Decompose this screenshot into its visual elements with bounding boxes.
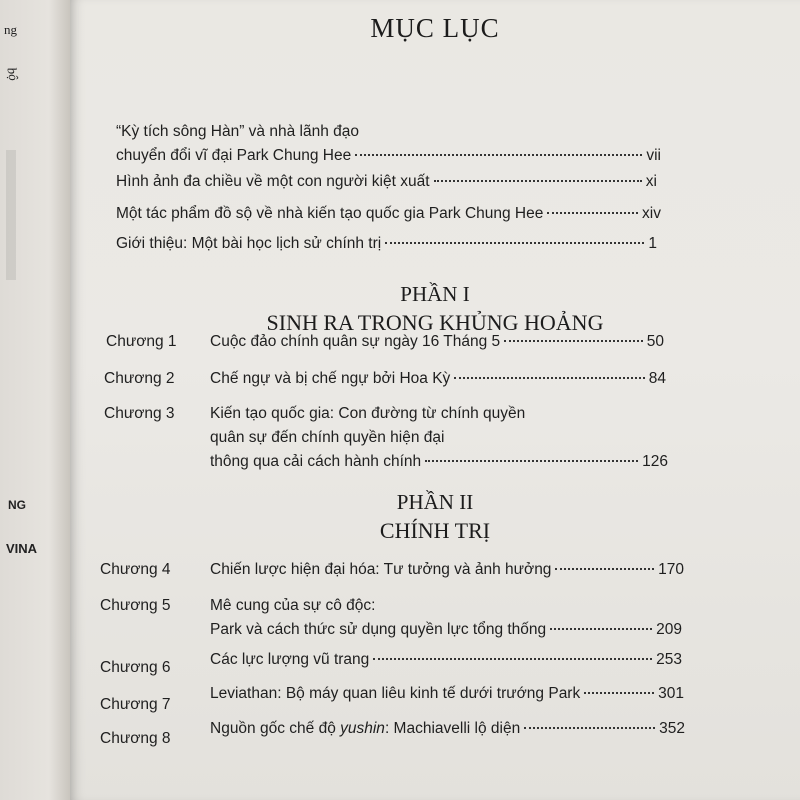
facing-page-shadow [6, 150, 36, 280]
page-number: 170 [658, 561, 684, 578]
dot-leader [555, 568, 654, 570]
chapter-entry [210, 594, 682, 642]
entry-text: Chế ngự và bị chế ngự bởi Hoa Kỳ [210, 370, 451, 387]
dot-leader [434, 180, 642, 182]
facing-page-fragment: ng [4, 22, 17, 37]
part-title: PHẦN II [396, 490, 474, 514]
part-subtitle: SINH RA TRONG KHỦNG HOẢNG [266, 310, 604, 335]
part-heading [70, 282, 800, 336]
chapter-entry [210, 367, 666, 391]
page-number: 209 [656, 621, 682, 638]
part-subtitle: CHÍNH TRỊ [379, 518, 491, 543]
front-matter-entry [116, 120, 661, 168]
chapter-label: Chương 6 [100, 659, 171, 676]
chapter-entry [210, 330, 664, 354]
facing-page [0, 0, 70, 800]
page-number: xi [645, 173, 657, 190]
entry-text: Mê cung của sự cô độc: [210, 597, 376, 614]
front-matter-entry [116, 202, 661, 226]
chapter-label: Chương 8 [100, 730, 171, 747]
entry-text: Kiến tạo quốc gia: Con đường từ chính quyền [210, 405, 526, 422]
dot-leader [454, 377, 644, 379]
page-number: 1 [648, 235, 657, 252]
entry-text [210, 717, 520, 741]
entry-text: Chiến lược hiện đại hóa: Tư tưởng và ảnh hưởng [210, 561, 552, 578]
chapter-entry [210, 402, 668, 474]
chapter-entry [210, 682, 684, 706]
entry-text-prefix: Nguồn gốc chế độ [210, 720, 341, 737]
chapter-label: Chương 5 [100, 597, 171, 614]
entry-text: Một tác phẩm đồ sộ về nhà kiến tạo quốc gia Park Chung Hee [116, 205, 544, 222]
entry-text: Leviathan: Bộ máy quan liêu kinh tế dưới trướng Park [210, 685, 581, 702]
front-matter-entry [116, 170, 657, 194]
part-title: PHẦN I [400, 282, 470, 306]
chapter-label: Chương 4 [100, 561, 171, 578]
chapter-entry [210, 558, 684, 582]
chapter-entry [210, 717, 685, 741]
chapter-entry [210, 648, 682, 672]
toc-page [70, 0, 800, 800]
entry-text-suffix: : Machiavelli lộ diện [384, 720, 521, 737]
dot-leader [524, 727, 655, 729]
facing-page-fragment: VINA [6, 541, 38, 556]
facing-page-fragment: bộ [4, 66, 22, 82]
page-number: vii [646, 147, 661, 164]
chapter-label: Chương 1 [106, 333, 177, 350]
entry-text: “Kỳ tích sông Hàn” và nhà lãnh đạo [116, 123, 359, 140]
entry-text: Park và cách thức sử dụng quyền lực tổng thống [210, 621, 547, 638]
page-title: MỤC LỤC [370, 13, 500, 43]
entry-text: Giới thiệu: Một bài học lịch sử chính trị [116, 235, 382, 252]
page-number: xiv [642, 205, 661, 222]
facing-page-fragment: NG [8, 498, 26, 512]
chapter-label: Chương 2 [104, 370, 175, 387]
page-number: 301 [658, 685, 684, 702]
entry-text: quân sự đến chính quyền hiện đại [210, 429, 445, 446]
dot-leader [584, 692, 654, 694]
dot-leader [373, 658, 652, 660]
page-number: 50 [646, 333, 664, 350]
entry-text: Cuộc đảo chính quân sự ngày 16 Tháng 5 [210, 333, 501, 350]
chapter-label: Chương 3 [104, 405, 175, 422]
entry-text: Các lực lượng vũ trang [210, 651, 370, 668]
dot-leader [547, 212, 638, 214]
page-number: 126 [642, 453, 668, 470]
dot-leader [385, 242, 644, 244]
dot-leader [550, 628, 652, 630]
page-number: 84 [648, 370, 666, 387]
entry-text: Hình ảnh đa chiều về một con người kiệt xuất [116, 173, 430, 190]
part-heading [70, 490, 800, 544]
entry-text: chuyển đổi vĩ đại Park Chung Hee [116, 147, 352, 164]
entry-text: thông qua cải cách hành chính [210, 453, 422, 470]
page-number: 352 [659, 720, 685, 737]
front-matter-entry [116, 232, 657, 256]
dot-leader [355, 154, 642, 156]
dot-leader [504, 340, 643, 342]
dot-leader [425, 460, 638, 462]
entry-text-italic: yushin [340, 720, 385, 737]
page-number: 253 [656, 651, 682, 668]
chapter-label: Chương 7 [100, 696, 171, 713]
